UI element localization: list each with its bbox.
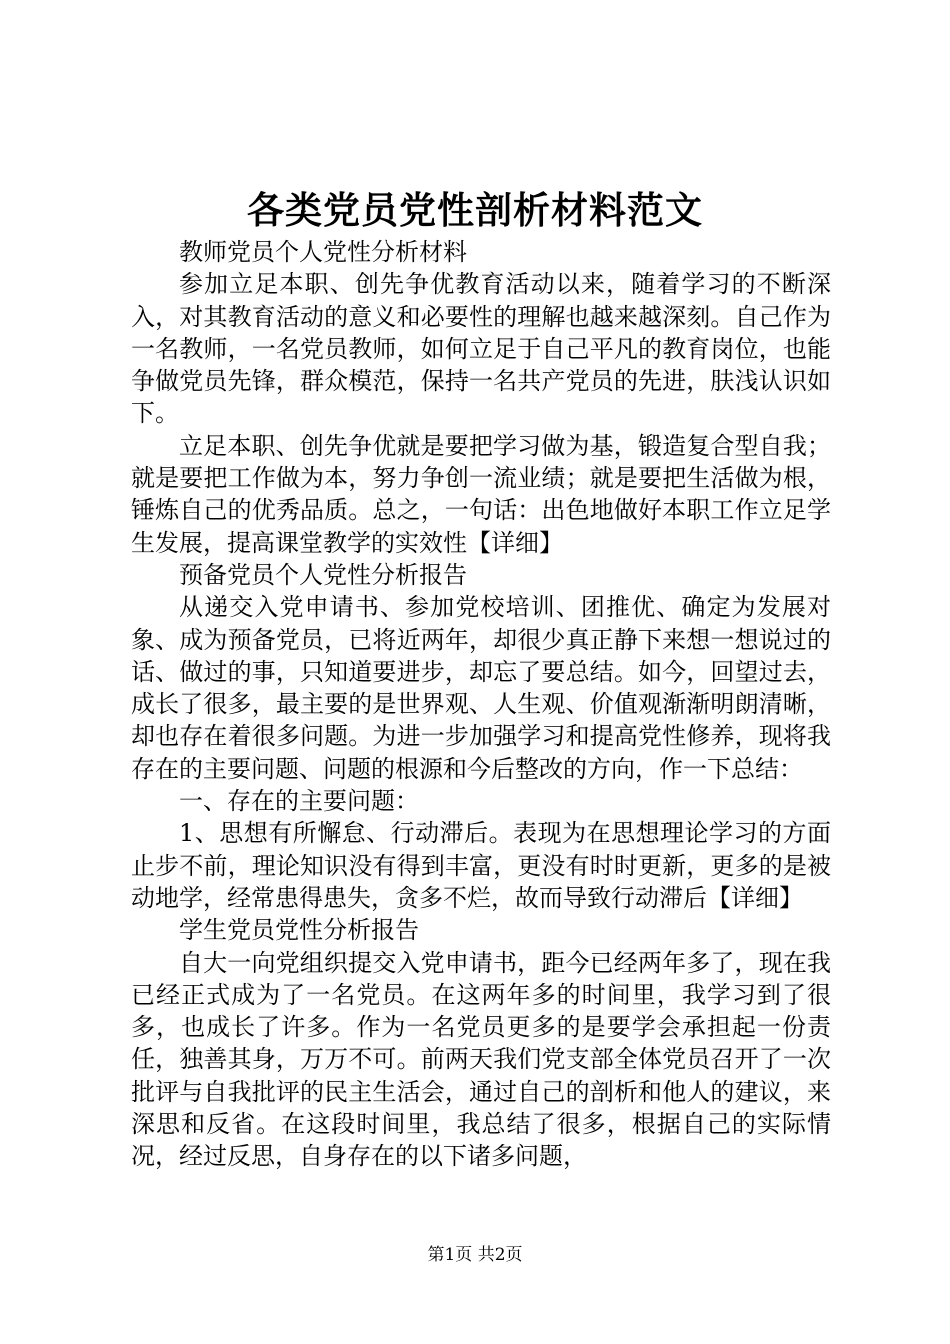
paragraph: 1、思想有所懈怠、行动滞后。表现为在思想理论学习的方面止步不前，理论知识没有得到丰富，更没有时时更新，更多的是被动地学，经常患得患失，贪多不烂，故而导致行动滞后【详细】 (131, 819, 831, 912)
paragraph: 参加立足本职、创先争优教育活动以来，随着学习的不断深入，对其教育活动的意义和必要性的理解也越来越深刻。自己作为一名教师，一名党员教师，如何立足于自己平凡的教育岗位，也能争做党员先锋，群众模范，保持一名共产党员的先进，肤浅认识如下。 (131, 270, 831, 428)
subheading-main-problems: 一、存在的主要问题： (179, 787, 419, 816)
page-number-footer: 第1页 共2页 (427, 1245, 523, 1265)
paragraph: 从递交入党申请书、参加党校培训、团推优、确定为发展对象、成为预备党员，已将近两年，却很少真正静下来想一想说过的话、做过的事，只知道要进步，却忘了要总结。如今，回望过去，成长了很多，最主要的是世界观、人生观、价值观渐渐明朗清晰，却也存在着很多问题。为进一步加强学习和提高党性修养，现将我存在的主要问题、问题的根源和今后整改的方向，作一下总结： (131, 593, 831, 783)
section-heading-probationary: 预备党员个人党性分析报告 (179, 560, 467, 589)
paragraph: 自大一向党组织提交入党申请书，距今已经两年多了，现在我已经正式成为了一名党员。在这两年多的时间里，我学习到了很多，也成长了许多。作为一名党员更多的是要学会承担起一份责任，独善其身，万万不可。前两天我们党支部全体党员召开了一次批评与自我批评的民主生活会，通过自己的剖析和他人的建议，来深思和反省。在这段时间里，我总结了很多，根据自己的实际情况，经过反思，自身存在的以下诸多问题， (131, 948, 831, 1171)
paragraph: 立足本职、创先争优就是要把学习做为基，锻造复合型自我；就是要把工作做为本，努力争创一流业绩；就是要把生活做为根，锤炼自己的优秀品质。总之，一句话：出色地做好本职工作立足学生发展，提高课堂教学的实效性【详细】 (131, 431, 831, 557)
document-body (131, 236, 831, 1173)
section-heading-teacher: 教师党员个人党性分析材料 (179, 238, 467, 266)
section-heading-student: 学生党员党性分析报告 (179, 916, 419, 945)
document-title: 各类党员党性剖析材料范文 (247, 188, 703, 232)
